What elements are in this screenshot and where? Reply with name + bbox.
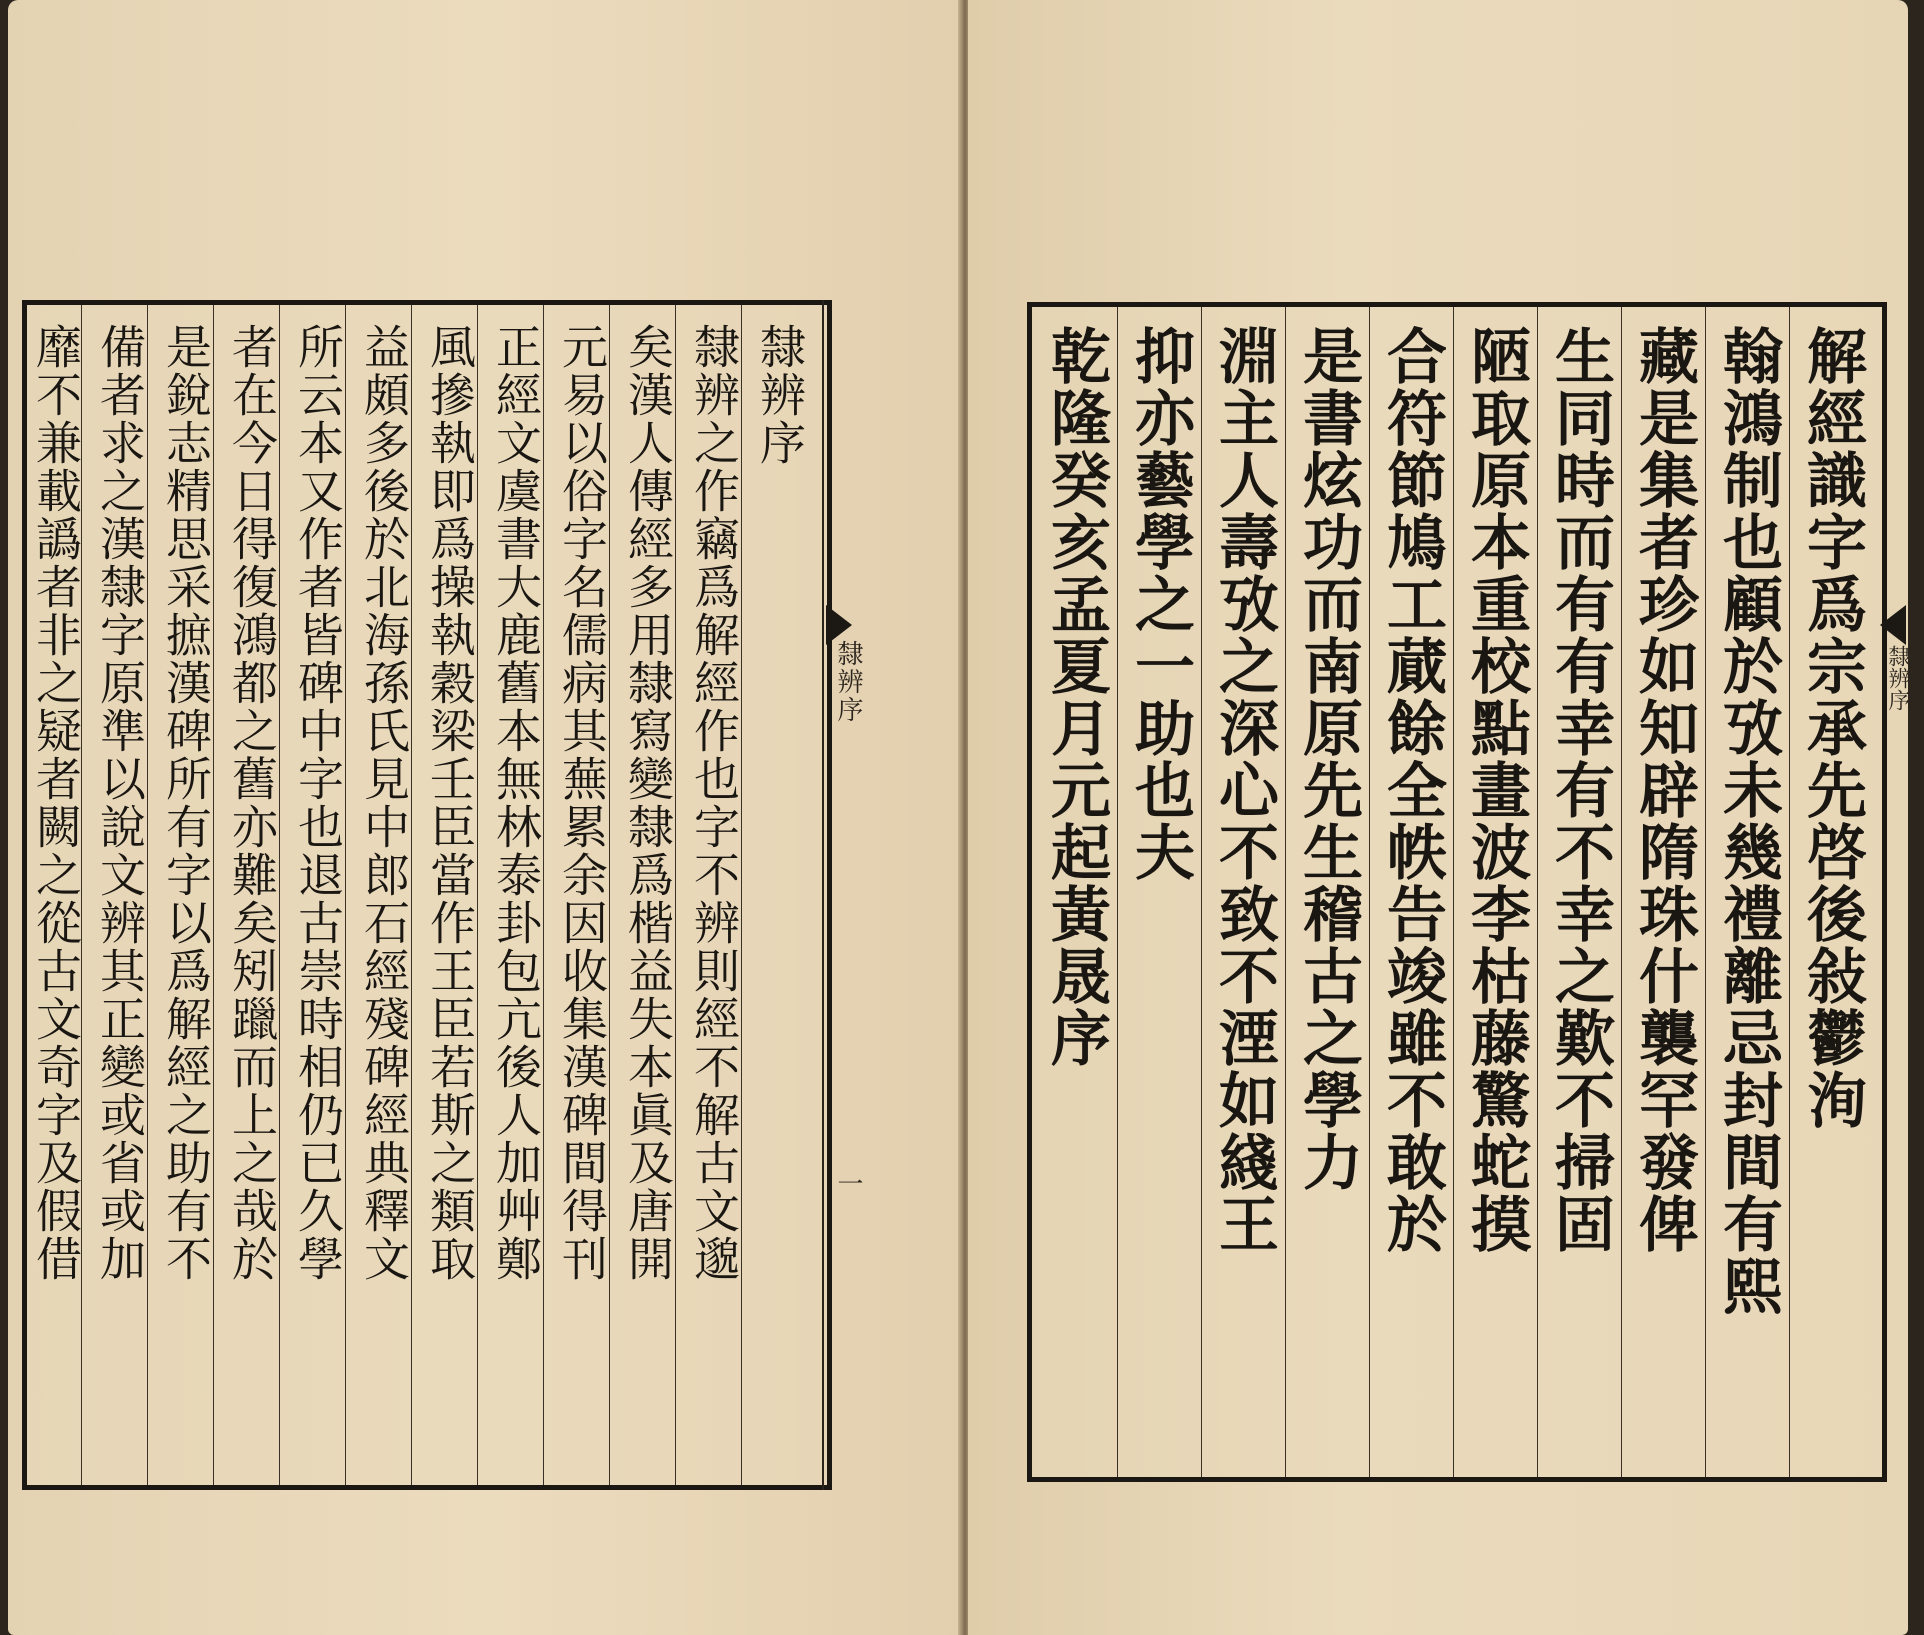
- text-column: 翰鴻制也顧於攷未幾禮離忌封間有熙: [1713, 325, 1783, 1317]
- left-banxin: [822, 300, 884, 1490]
- text-column: 靡不兼載譌者非之疑者闕之從古文奇字及假借: [29, 323, 83, 1283]
- page-number: 一: [833, 1170, 863, 1196]
- text-column: 備者求之漢隸字原準以說文辨其正變或省或加: [93, 323, 147, 1283]
- column-rule: [1453, 307, 1454, 1477]
- right-text-frame: [1027, 302, 1887, 1482]
- text-column: 正經文虞書大鹿舊本無林泰卦包亢後人加艸鄭: [489, 323, 543, 1283]
- text-column: 所云本又作者皆碑中字也退古崇時相仍已久學: [291, 323, 345, 1283]
- text-column: 是銳志精思采摭漢碑所有字以爲解經之助有不: [159, 323, 213, 1283]
- left-text-frame: [22, 300, 832, 1490]
- banxin-title: 隸辨序: [1885, 645, 1910, 711]
- text-column: 陋取原本重校點畫波李枯藤驚蛇摸: [1461, 325, 1531, 1255]
- text-column: 乾隆癸亥孟夏月元起黃晟序: [1041, 325, 1111, 1069]
- text-column: 隸辨之作竊爲解經作也字不辨則經不解古文邈: [687, 323, 741, 1283]
- text-column: 是書炫功而南原先生稽古之學力: [1293, 325, 1363, 1193]
- text-column: 淵主人壽攷之深心不致不湮如綫王: [1209, 325, 1279, 1255]
- text-column: 抑亦藝學之一助也夫: [1125, 325, 1195, 883]
- text-column: 風摻執即爲操執穀梁壬臣當作王臣若斯之類取: [423, 323, 477, 1283]
- fish-tail-mark-icon: [826, 605, 852, 645]
- text-column: 合符節鳩工蕆餘全帙告竣雖不敢於: [1377, 325, 1447, 1255]
- text-column: 元易以俗字名儒病其蕪累余因收集漢碑間得刊: [555, 323, 609, 1283]
- column-rule: [1201, 307, 1202, 1477]
- column-rule: [1537, 307, 1538, 1477]
- text-column: 解經識字爲宗承先啓後敍鬱洵: [1797, 325, 1867, 1131]
- text-column: 生同時而有有幸有不幸之歎不掃固: [1545, 325, 1615, 1255]
- text-column: 藏是集者珍如知辟隋珠什襲罕發俾: [1629, 325, 1699, 1255]
- text-column: 益頗多後於北海孫氏見中郎石經殘碑經典釋文: [357, 323, 411, 1283]
- column-rule: [1705, 307, 1706, 1477]
- column-rule: [1369, 307, 1370, 1477]
- text-column: 矣漢人傳經多用隸寫變隸爲楷益失本眞及唐開: [621, 323, 675, 1283]
- fish-tail-mark-icon: [1880, 605, 1906, 645]
- text-column: 隸辨序: [753, 323, 807, 467]
- column-rule: [1621, 307, 1622, 1477]
- banxin-title: 隸辨序: [833, 640, 863, 724]
- column-rule: [1285, 307, 1286, 1477]
- text-column: 者在今日得復鴻都之舊亦難矣矧躐而上之哉於: [225, 323, 279, 1283]
- right-banxin: [1880, 300, 1910, 1460]
- column-rule: [1789, 307, 1790, 1477]
- column-rule: [1117, 307, 1118, 1477]
